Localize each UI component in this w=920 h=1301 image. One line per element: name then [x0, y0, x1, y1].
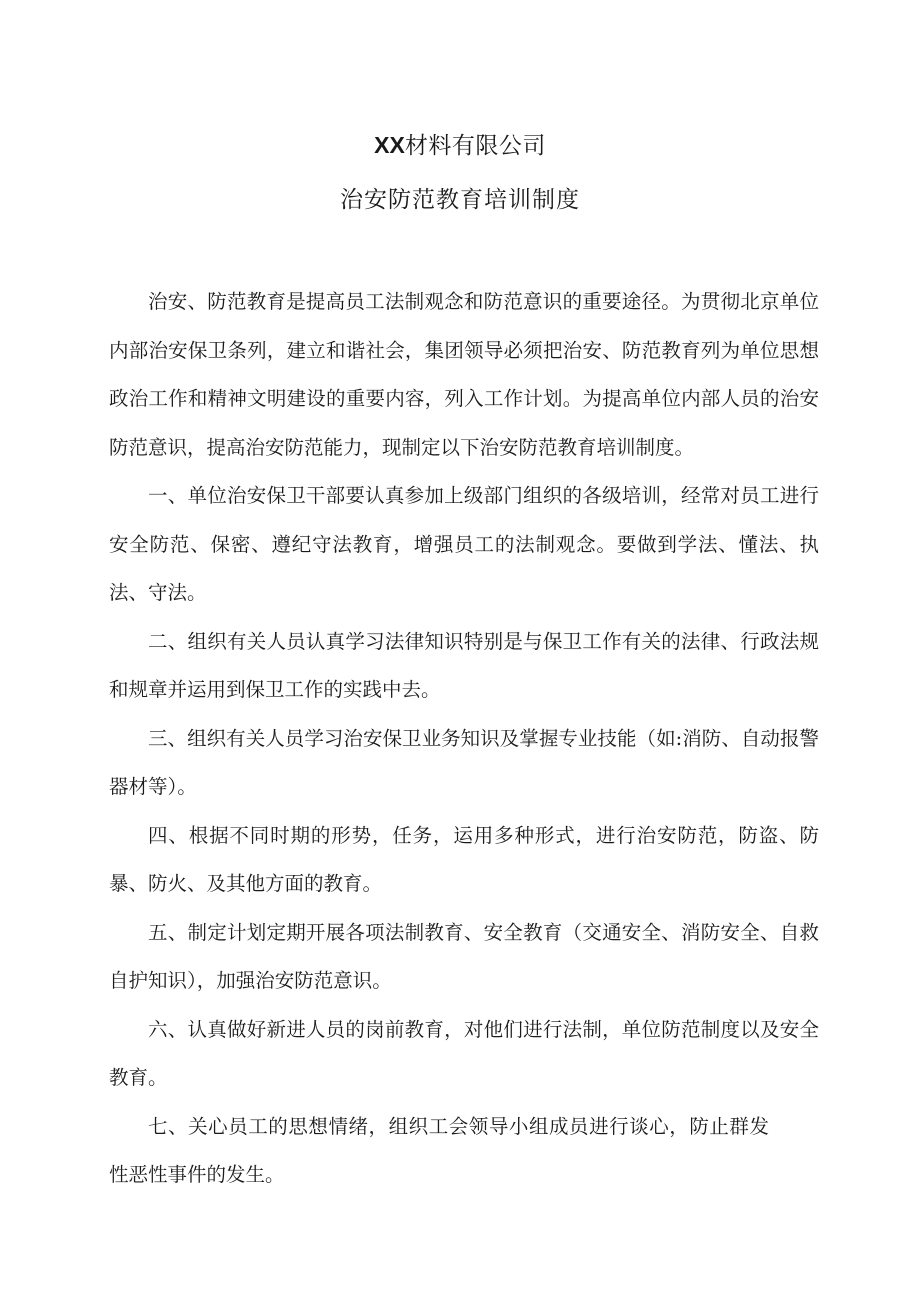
document-title: 治安防范教育培训制度: [340, 187, 580, 213]
intro-paragraph: 治安、防范教育是提高员工法制观念和防范意识的重要途径。为贯彻北京单位内部治安保卫条列，建立和谐社会，集团领导必须把治安、防范教育列为单位思想政治工作和精神文明建设的重要内容，列入工作计划。为提高单位内部人员的治安防范意识，提高治安防范能力，现制定以下治安防范教育培训制度。: [109, 290, 819, 459]
company-prefix: XX: [374, 132, 405, 158]
clause-6: 六、认真做好新进人员的岗前教育，对他们进行法制，单位防范制度以及安全教育。: [109, 1017, 819, 1089]
clause-3: 三、组织有关人员学习治安保卫业务知识及掌握专业技能（如:消防、自动报警器材等）。: [109, 726, 819, 798]
company-name: 材料有限公司: [404, 133, 546, 159]
document-body: [109, 278, 819, 1200]
company-title: [0, 128, 920, 163]
clause-4: 四、根据不同时期的形势，任务，运用多种形式，进行治安防范，防盗、防暴、防火、及其他方面的教育。: [109, 823, 819, 895]
clause-1: 一、单位治安保卫干部要认真参加上级部门组织的各级培训，经常对员工进行安全防范、保密、遵纪守法教育，增强员工的法制观念。要做到学法、懂法、执法、守法。: [109, 484, 819, 604]
clause-7: 七、关心员工的思想情绪，组织工会领导小组成员进行谈心，防止群发性恶性事件的发生。: [109, 1114, 769, 1186]
clause-5: 五、制定计划定期开展各项法制教育、安全教育（交通安全、消防安全、自救自护知识），加强治安防范意识。: [109, 920, 819, 992]
clause-2: 二、组织有关人员认真学习法律知识特别是与保卫工作有关的法律、行政法规和规章并运用到保卫工作的实践中去。: [109, 629, 819, 701]
